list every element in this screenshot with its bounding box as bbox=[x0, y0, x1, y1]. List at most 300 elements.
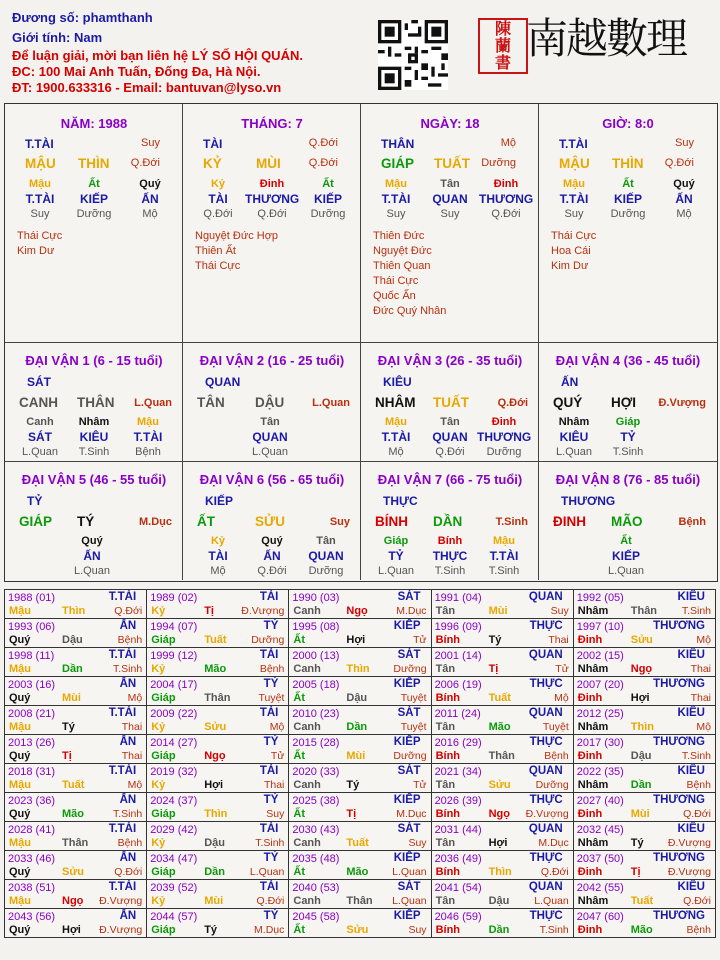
year-chi: Tý bbox=[488, 634, 502, 646]
year-label: 2046 (59) bbox=[434, 911, 482, 923]
year-label: 1996 (09) bbox=[434, 621, 482, 633]
year-cell-content bbox=[5, 764, 146, 792]
year-stage: Bệnh bbox=[259, 663, 285, 675]
star-item: Thiên Quan bbox=[373, 260, 431, 272]
year-can: Canh bbox=[293, 895, 321, 907]
year-label: 2024 (37) bbox=[150, 795, 198, 807]
year-can: Ất bbox=[293, 808, 305, 820]
year-chi: Dần bbox=[62, 663, 83, 675]
year-label: 2036 (49) bbox=[434, 853, 482, 865]
year-cell-content bbox=[147, 648, 288, 676]
dai-van-can: ĐINH bbox=[553, 514, 586, 529]
dv-hidden-than: KIẾP bbox=[611, 549, 640, 563]
year-stage: T.Sinh bbox=[681, 750, 711, 762]
year-cell-content bbox=[574, 764, 715, 792]
year-can: Giáp bbox=[151, 808, 176, 820]
year-thap-than: QUAN bbox=[528, 591, 563, 603]
year-label: 1992 (05) bbox=[576, 592, 624, 604]
year-stage: Mộ bbox=[554, 692, 569, 704]
pillar-title: GIỜ: 8:0 bbox=[602, 116, 654, 131]
hidden-than: KIẾP bbox=[613, 192, 642, 206]
year-cell-content bbox=[5, 793, 146, 821]
year-chi: Thân bbox=[62, 837, 89, 849]
dai-van-8 bbox=[539, 462, 716, 580]
year-cell bbox=[5, 735, 147, 764]
dv-hidden-can: Mậu bbox=[137, 416, 159, 428]
owner-name: Đương số: phamthanh bbox=[12, 10, 153, 25]
dai-van-chi: MÃO bbox=[611, 514, 643, 529]
year-thap-than: KIÊU bbox=[677, 649, 705, 661]
hidden-than: KIẾP bbox=[79, 192, 108, 206]
phone-email: ĐT: 1900.633316 - Email: bantuvan@lyso.vn bbox=[12, 80, 282, 95]
year-can: Giáp bbox=[151, 924, 176, 936]
year-cell-content bbox=[432, 851, 573, 879]
year-row bbox=[5, 822, 716, 851]
year-chi: Sửu bbox=[346, 924, 369, 936]
year-cell bbox=[289, 706, 431, 735]
year-cell-content bbox=[574, 677, 715, 705]
pillar-chi: THÌN bbox=[78, 156, 110, 171]
dai-van-2 bbox=[183, 343, 361, 461]
pillar-3 bbox=[539, 104, 716, 342]
year-chi: Mùi bbox=[62, 692, 81, 704]
star-item: Thái Cực bbox=[551, 230, 597, 242]
star-item: Thiên Đức bbox=[373, 230, 425, 242]
dai-van-title: ĐẠI VẬN 2 (16 - 25 tuổi) bbox=[199, 353, 345, 368]
year-stage: Suy bbox=[408, 837, 427, 849]
pillar-chi: TUẤT bbox=[434, 156, 470, 171]
year-label: 2014 (27) bbox=[150, 737, 198, 749]
dv-hidden-sub: L.Quan bbox=[555, 446, 593, 458]
year-cell-content bbox=[5, 619, 146, 647]
year-row bbox=[5, 793, 716, 822]
year-label: 2012 (25) bbox=[576, 708, 624, 720]
year-chi: Thân bbox=[346, 895, 373, 907]
year-thap-than: TỶ bbox=[263, 852, 279, 864]
year-cell bbox=[289, 590, 431, 619]
dv-hidden-than: THƯƠNG bbox=[477, 430, 532, 444]
year-cell-content bbox=[432, 590, 573, 618]
dai-van-than: THỰC bbox=[383, 494, 418, 508]
header bbox=[0, 0, 720, 100]
year-stage: Mộ bbox=[127, 779, 143, 791]
year-thap-than: TỶ bbox=[263, 736, 279, 748]
year-cell-content bbox=[289, 793, 430, 821]
star-item: Thái Cực bbox=[373, 275, 419, 287]
hidden-sub: Dưỡng bbox=[310, 208, 346, 220]
year-can: Nhâm bbox=[577, 721, 609, 733]
year-row bbox=[5, 648, 716, 677]
year-cell-content bbox=[147, 706, 288, 734]
year-cell-content bbox=[432, 677, 573, 705]
year-cell bbox=[431, 793, 573, 822]
year-cell-content bbox=[574, 619, 715, 647]
year-cell-content bbox=[289, 822, 430, 850]
year-cell-content bbox=[574, 851, 715, 879]
year-cell-content bbox=[147, 619, 288, 647]
year-chi: Tý bbox=[204, 924, 218, 936]
year-label: 2003 (16) bbox=[8, 679, 56, 691]
year-cell bbox=[573, 764, 715, 793]
pillar-0 bbox=[5, 104, 183, 342]
dai-van-row-2 bbox=[5, 461, 717, 580]
dv-hidden-sub: L.Quan bbox=[73, 565, 111, 577]
dai-van-title: ĐẠI VẬN 1 (6 - 15 tuổi) bbox=[25, 353, 163, 368]
year-thap-than: KIÊU bbox=[677, 707, 705, 719]
dai-van-than: THƯƠNG bbox=[561, 494, 616, 508]
year-chi: Thìn bbox=[346, 663, 370, 675]
star-item: Thái Cực bbox=[195, 260, 241, 272]
pillar-thap-than: TÀI bbox=[203, 137, 223, 151]
year-cell bbox=[573, 822, 715, 851]
dv-hidden-sub: Q.Đới bbox=[257, 565, 287, 577]
year-chi: Hợi bbox=[630, 692, 650, 704]
dv-hidden-sub: Mộ bbox=[388, 446, 404, 458]
year-chi: Sửu bbox=[488, 779, 511, 791]
year-cell bbox=[289, 619, 431, 648]
year-chi: Dậu bbox=[488, 895, 510, 907]
dv-hidden-can: Mậu bbox=[493, 535, 515, 547]
pillar-thap-than: THÂN bbox=[381, 137, 415, 151]
dai-van-rel: Q.Đới bbox=[497, 397, 528, 409]
star-item: Hoa Cái bbox=[551, 245, 591, 257]
pillar-top-right: Suy bbox=[675, 137, 694, 149]
dv-hidden-than: ẤN bbox=[263, 549, 281, 563]
year-thap-than: THỰC bbox=[529, 678, 563, 690]
year-chi: Mùi bbox=[488, 605, 508, 617]
year-cell-content bbox=[5, 909, 146, 937]
year-cell bbox=[147, 880, 289, 909]
year-cell bbox=[573, 880, 715, 909]
hidden-sub: Mộ bbox=[142, 208, 158, 220]
star-item: Nguyệt Đức Hợp bbox=[195, 230, 279, 242]
year-can: Bính bbox=[435, 866, 461, 878]
year-label: 2022 (35) bbox=[576, 766, 624, 778]
year-label: 2026 (39) bbox=[434, 795, 482, 807]
dv-hidden-sub: T.Sinh bbox=[612, 446, 644, 458]
year-stage: Bệnh bbox=[686, 779, 711, 791]
contact-note: Để luận giải, mời bạn liên hệ LÝ SỐ HỘI QUÁN. bbox=[12, 48, 303, 63]
pillar-top-right: Suy bbox=[141, 137, 160, 149]
year-thap-than: KIẾP bbox=[393, 736, 421, 748]
year-stage: Đ.Vượng bbox=[99, 924, 143, 936]
pillar-title: THÁNG: 7 bbox=[241, 116, 303, 131]
year-label: 2039 (52) bbox=[150, 882, 198, 894]
dai-van-rel: L.Quan bbox=[134, 397, 172, 409]
year-stage: T.Sinh bbox=[113, 663, 143, 675]
year-thap-than: ẤN bbox=[119, 736, 137, 748]
year-cell-content bbox=[289, 880, 430, 908]
year-thap-than: ẤN bbox=[119, 910, 137, 922]
year-cell-content bbox=[432, 793, 573, 821]
year-can: Nhâm bbox=[577, 895, 609, 907]
dai-van-than: SÁT bbox=[27, 375, 51, 389]
year-cell bbox=[289, 793, 431, 822]
year-row bbox=[5, 677, 716, 706]
year-label: 1997 (10) bbox=[576, 621, 624, 633]
year-cell-content bbox=[289, 735, 430, 763]
year-cell bbox=[147, 590, 289, 619]
year-label: 2028 (41) bbox=[8, 824, 56, 836]
year-stage: Đ.Vượng bbox=[241, 605, 285, 617]
year-row bbox=[5, 764, 716, 793]
year-can: Quý bbox=[9, 692, 31, 704]
dv-hidden-can: Kỷ bbox=[210, 535, 226, 547]
year-chi: Sửu bbox=[204, 721, 227, 733]
hidden-sub: Suy bbox=[386, 208, 406, 220]
year-stage: Q.Đới bbox=[683, 808, 711, 820]
hidden-than: T.TÀI bbox=[559, 192, 589, 206]
year-label: 2005 (18) bbox=[292, 679, 340, 691]
year-can: Mậu bbox=[9, 779, 31, 791]
year-cell-content bbox=[5, 648, 146, 676]
year-stage: Thai bbox=[690, 663, 711, 675]
year-cell-content bbox=[5, 822, 146, 850]
year-chi: Hợi bbox=[204, 779, 224, 791]
year-cell-content bbox=[289, 648, 430, 676]
year-cell bbox=[431, 764, 573, 793]
year-stage: Tử bbox=[270, 750, 285, 762]
year-can: Quý bbox=[9, 808, 31, 820]
year-thap-than: T.TÀI bbox=[108, 881, 137, 893]
dai-van-title: ĐẠI VẬN 8 (76 - 85 tuổi) bbox=[555, 472, 701, 487]
year-cell bbox=[5, 648, 147, 677]
year-cell bbox=[5, 764, 147, 793]
hidden-sub: Suy bbox=[564, 208, 584, 220]
dai-van-rel: L.Quan bbox=[312, 397, 350, 409]
year-cell-content bbox=[432, 648, 573, 676]
year-label: 2017 (30) bbox=[576, 737, 624, 749]
year-row bbox=[5, 590, 716, 619]
dai-van-than: KIÊU bbox=[383, 375, 412, 389]
pillar-chi-rel: Q.Đới bbox=[130, 157, 160, 169]
seal-glyph: 陳 bbox=[494, 19, 511, 38]
year-can: Kỷ bbox=[151, 663, 166, 675]
pillar-can: GIÁP bbox=[381, 156, 415, 171]
year-thap-than: THỰC bbox=[529, 620, 563, 632]
star-item: Nguyệt Đức bbox=[373, 245, 432, 257]
year-thap-than: TỶ bbox=[263, 910, 279, 922]
year-label: 2018 (31) bbox=[8, 766, 56, 778]
year-chi: Tý bbox=[630, 837, 644, 849]
year-thap-than: THỰC bbox=[529, 794, 563, 806]
year-cell-content bbox=[147, 793, 288, 821]
year-row bbox=[5, 706, 716, 735]
dai-van-than: ẤN bbox=[561, 375, 579, 389]
year-can: Tân bbox=[435, 721, 456, 733]
year-chi: Tuất bbox=[62, 779, 85, 791]
year-thap-than: SÁT bbox=[397, 881, 421, 893]
year-cell-content bbox=[574, 880, 715, 908]
year-can: Đinh bbox=[577, 924, 603, 936]
year-thap-than: KIẾP bbox=[393, 620, 421, 632]
address: ĐC: 100 Mai Anh Tuấn, Đống Đa, Hà Nội. bbox=[12, 64, 261, 79]
year-cell bbox=[431, 706, 573, 735]
year-thap-than: SÁT bbox=[397, 765, 421, 777]
brand-title: 南越數理 bbox=[526, 14, 687, 63]
year-thap-than: QUAN bbox=[528, 707, 563, 719]
year-chi: Thìn bbox=[488, 866, 512, 878]
year-cell bbox=[431, 619, 573, 648]
dai-van-title: ĐẠI VẬN 4 (36 - 45 tuổi) bbox=[555, 353, 701, 368]
dai-van-row-1 bbox=[5, 342, 717, 461]
year-stage: Đ.Vượng bbox=[667, 837, 711, 849]
hidden-than: ẤN bbox=[141, 192, 159, 206]
year-can: Quý bbox=[9, 750, 31, 762]
year-cell bbox=[573, 706, 715, 735]
dv-hidden-can: Ất bbox=[620, 535, 632, 547]
year-can: Canh bbox=[293, 779, 321, 791]
year-stage: Mộ bbox=[696, 634, 711, 646]
year-label: 2033 (46) bbox=[8, 853, 56, 865]
dai-van-title: ĐẠI VẬN 6 (56 - 65 tuổi) bbox=[199, 472, 345, 487]
year-label: 2021 (34) bbox=[434, 766, 482, 778]
hidden-can: Mậu bbox=[563, 178, 585, 190]
year-label: 2038 (51) bbox=[8, 882, 56, 894]
year-can: Bính bbox=[435, 750, 461, 762]
year-thap-than: SÁT bbox=[397, 823, 421, 835]
hidden-sub: Suy bbox=[440, 208, 460, 220]
dv-hidden-sub: Mộ bbox=[210, 565, 226, 577]
dai-van-chi: DẦN bbox=[433, 514, 463, 529]
year-stage: T.Sinh bbox=[255, 837, 285, 849]
year-label: 2009 (22) bbox=[150, 708, 198, 720]
year-stage: Suy bbox=[408, 924, 427, 936]
year-thap-than: TÀI bbox=[259, 881, 279, 893]
year-chi: Mão bbox=[204, 663, 227, 675]
dv-hidden-can: Tân bbox=[316, 535, 336, 547]
pillar-title: NĂM: 1988 bbox=[60, 116, 128, 131]
pillar-can: KỶ bbox=[203, 156, 222, 171]
year-cell-content bbox=[147, 880, 288, 908]
year-chi: Hợi bbox=[62, 924, 81, 936]
year-stage: L.Quan bbox=[392, 866, 427, 878]
year-cell-content bbox=[432, 764, 573, 792]
year-stage: T.Sinh bbox=[681, 605, 711, 617]
year-thap-than: ẤN bbox=[119, 794, 137, 806]
dv-hidden-than: ẤN bbox=[83, 549, 101, 563]
year-chi: Tý bbox=[62, 721, 75, 733]
year-chi: Dậu bbox=[62, 634, 83, 646]
year-stage: Bệnh bbox=[117, 837, 143, 849]
year-thap-than: TÀI bbox=[259, 765, 279, 777]
year-stage: Dưỡng bbox=[251, 634, 285, 646]
year-stage: Bệnh bbox=[686, 924, 711, 936]
dai-van-3 bbox=[361, 343, 539, 461]
dv-hidden-sub: T.Sinh bbox=[488, 565, 520, 577]
year-thap-than: THƯƠNG bbox=[653, 910, 705, 922]
year-can: Mậu bbox=[9, 605, 31, 617]
year-label: 2044 (57) bbox=[150, 911, 198, 923]
year-thap-than: TỶ bbox=[263, 620, 279, 632]
hidden-can: Ất bbox=[322, 178, 334, 190]
dai-van-rel: M.Dục bbox=[139, 516, 172, 528]
year-can: Ất bbox=[293, 750, 305, 762]
year-can: Đinh bbox=[577, 808, 603, 820]
year-cell-content bbox=[147, 851, 288, 879]
year-cell bbox=[431, 648, 573, 677]
year-label: 2035 (48) bbox=[292, 853, 340, 865]
dv-hidden-can: Quý bbox=[261, 535, 283, 547]
year-cell-content bbox=[147, 677, 288, 705]
year-chi: Tị bbox=[630, 866, 641, 878]
dv-hidden-than: KIÊU bbox=[559, 430, 589, 444]
year-label: 2000 (13) bbox=[292, 650, 340, 662]
year-chi: Dần bbox=[204, 866, 225, 878]
year-label: 1994 (07) bbox=[150, 621, 198, 633]
year-stage: Bệnh bbox=[117, 634, 143, 646]
pillar-2 bbox=[361, 104, 539, 342]
dai-van-than: TỶ bbox=[27, 494, 43, 508]
year-stage: L.Quan bbox=[249, 866, 285, 878]
dv-hidden-than: SÁT bbox=[28, 430, 52, 444]
year-cell bbox=[147, 822, 289, 851]
year-chi: Mão bbox=[346, 866, 369, 878]
dai-van-rel: T.Sinh bbox=[495, 516, 528, 528]
year-cell bbox=[431, 909, 573, 938]
year-chi: Ngọ bbox=[630, 663, 653, 675]
year-thap-than: QUAN bbox=[528, 765, 563, 777]
year-cell bbox=[5, 909, 147, 938]
hidden-can: Quý bbox=[673, 178, 695, 190]
dai-van-chi: HỢI bbox=[611, 395, 637, 410]
year-thap-than: TÀI bbox=[259, 823, 279, 835]
year-stage: Thai bbox=[690, 692, 711, 704]
year-cell bbox=[431, 590, 573, 619]
year-can: Giáp bbox=[151, 634, 176, 646]
year-stage: L.Quan bbox=[392, 895, 427, 907]
hidden-can: Tân bbox=[440, 178, 460, 190]
year-can: Bính bbox=[435, 808, 461, 820]
year-label: 1995 (08) bbox=[292, 621, 340, 633]
year-cell-content bbox=[432, 909, 573, 937]
year-can: Nhâm bbox=[577, 779, 609, 791]
year-label: 2010 (23) bbox=[292, 708, 340, 720]
year-label: 2020 (33) bbox=[292, 766, 340, 778]
hidden-can: Ất bbox=[88, 178, 100, 190]
year-can: Quý bbox=[9, 924, 31, 936]
year-thap-than: THỰC bbox=[529, 852, 563, 864]
dai-van-4 bbox=[539, 343, 716, 461]
year-label: 2031 (44) bbox=[434, 824, 482, 836]
year-can: Bính bbox=[435, 634, 461, 646]
year-can: Quý bbox=[9, 634, 31, 646]
pillar-chi-rel: Q.Đới bbox=[664, 157, 694, 169]
dv-hidden-sub: Bệnh bbox=[135, 446, 161, 458]
year-can: Giáp bbox=[151, 750, 176, 762]
year-label: 2040 (53) bbox=[292, 882, 340, 894]
dv-hidden-than: T.TÀI bbox=[381, 430, 411, 444]
year-can: Kỷ bbox=[151, 895, 166, 907]
pillar-title: NGÀY: 18 bbox=[420, 116, 480, 131]
year-thap-than: QUAN bbox=[528, 649, 563, 661]
year-stage: L.Quan bbox=[534, 895, 569, 907]
year-chi: Dậu bbox=[204, 837, 225, 849]
hidden-can: Đinh bbox=[493, 178, 519, 190]
dv-hidden-than: TỶ bbox=[388, 549, 404, 563]
year-cell bbox=[431, 851, 573, 880]
year-stage: Tử bbox=[413, 634, 427, 646]
year-thap-than: T.TÀI bbox=[108, 649, 137, 661]
year-thap-than: TỶ bbox=[263, 678, 279, 690]
year-can: Bính bbox=[435, 692, 461, 704]
red-seal-logo bbox=[478, 18, 528, 74]
year-chi: Hợi bbox=[346, 634, 366, 646]
year-label: 2001 (14) bbox=[434, 650, 482, 662]
year-stage: Đ.Vượng bbox=[667, 866, 711, 878]
year-cell bbox=[289, 851, 431, 880]
year-chi: Tý bbox=[346, 779, 360, 791]
